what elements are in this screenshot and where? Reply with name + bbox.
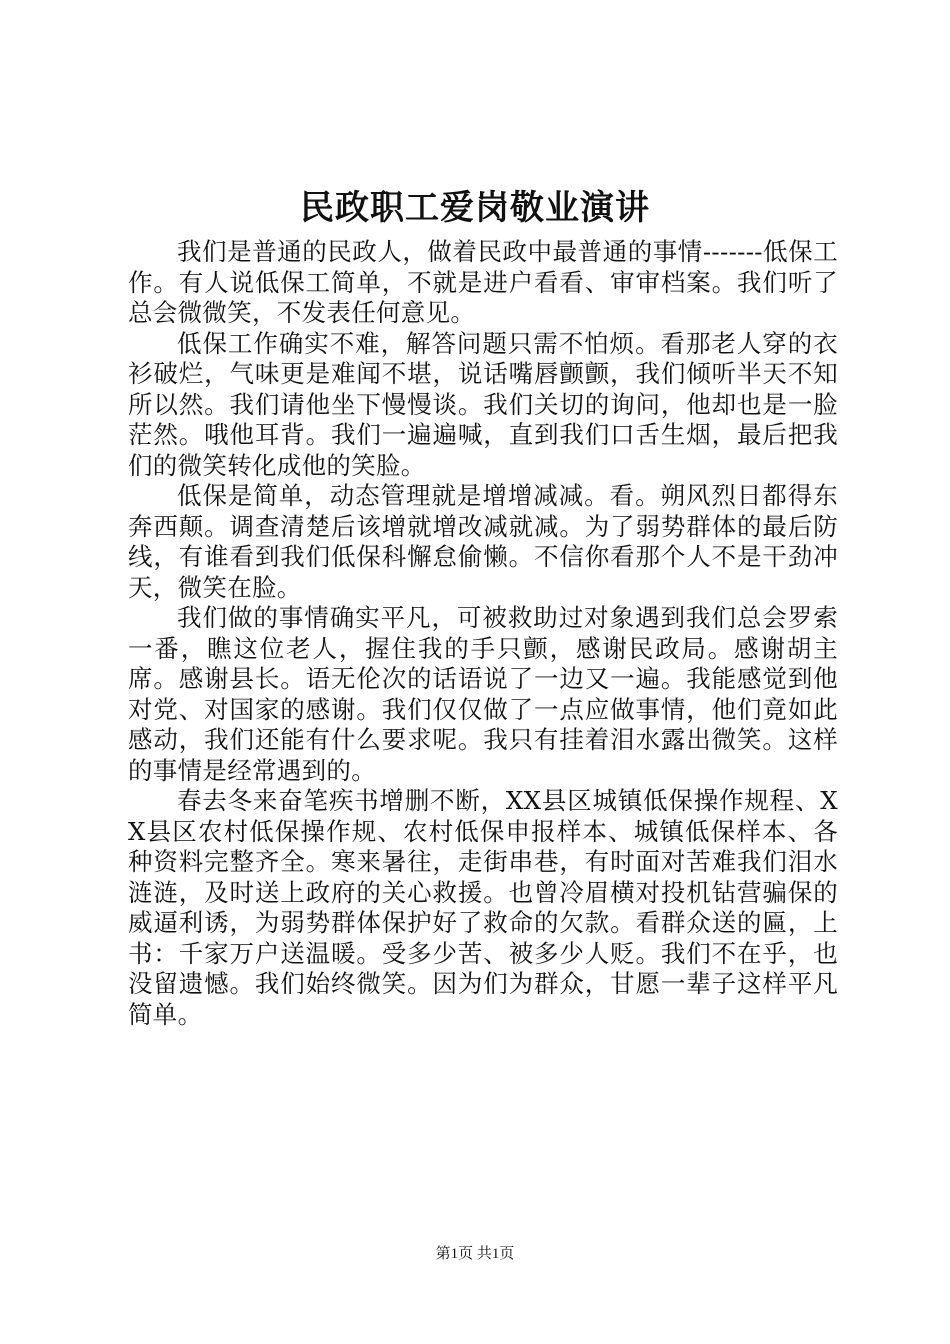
paragraph-2: 低保工作确实不难，解答问题只需不怕烦。看那老人穿的衣衫破烂，气味更是难闻不堪，说话嘴唇颤颤，我们倾听半天不知所以然。我们请他坐下慢慢谈。我们关切的询问，他却也是一脸茫然。哦他耳背。我们一遍遍喊，直到我们口舌生烟，最后把我们的微笑转化成他的笑脸。 (128, 328, 838, 480)
document-title: 民政职工爱岗敬业演讲 (300, 188, 650, 228)
paragraph-1: 我们是普通的民政人，做着民政中最普通的事情-------低保工作。有人说低保工简单，不就是进户看看、审审档案。我们听了总会微微笑，不发表任何意见。 (128, 237, 838, 327)
paragraph-5: 春去冬来奋笔疾书增删不断，XX县区城镇低保操作规程、XX县区农村低保操作规、农村低保申报样本、城镇低保样本、各种资料完整齐全。寒来暑往，走街串巷，有时面对苦难我们泪水涟涟，及时送上政府的关心救援。也曾冷眉横对投机钻营骗保的威逼利诱，为弱势群体保护好了救命的欠款。看群众送的匾，上书：千家万户送温暖。受多少苦、被多少人贬。我们不在乎，也没留遗憾。我们始终微笑。因为们为群众，甘愿一辈子这样平凡简单。 (128, 786, 838, 1029)
page-number-footer: 第1页 共1页 (435, 1246, 515, 1262)
paragraph-3: 低保是简单，动态管理就是增增减减。看。朔风烈日都得东奔西颠。调查清楚后该增就增改减就减。为了弱势群体的最后防线，有谁看到我们低保科懈怠偷懒。不信你看那个人不是干劲冲天，微笑在脸。 (128, 481, 838, 602)
paragraph-4: 我们做的事情确实平凡，可被救助过对象遇到我们总会罗索一番，瞧这位老人，握住我的手只颤，感谢民政局。感谢胡主席。感谢县长。语无伦次的话语说了一边又一遍。我能感觉到他对党、对国家的感谢。我们仅仅做了一点应做事情，他们竟如此感动，我们还能有什么要求呢。我只有挂着泪水露出微笑。这样的事情是经常遇到的。 (128, 603, 838, 785)
document-body (128, 237, 838, 1030)
